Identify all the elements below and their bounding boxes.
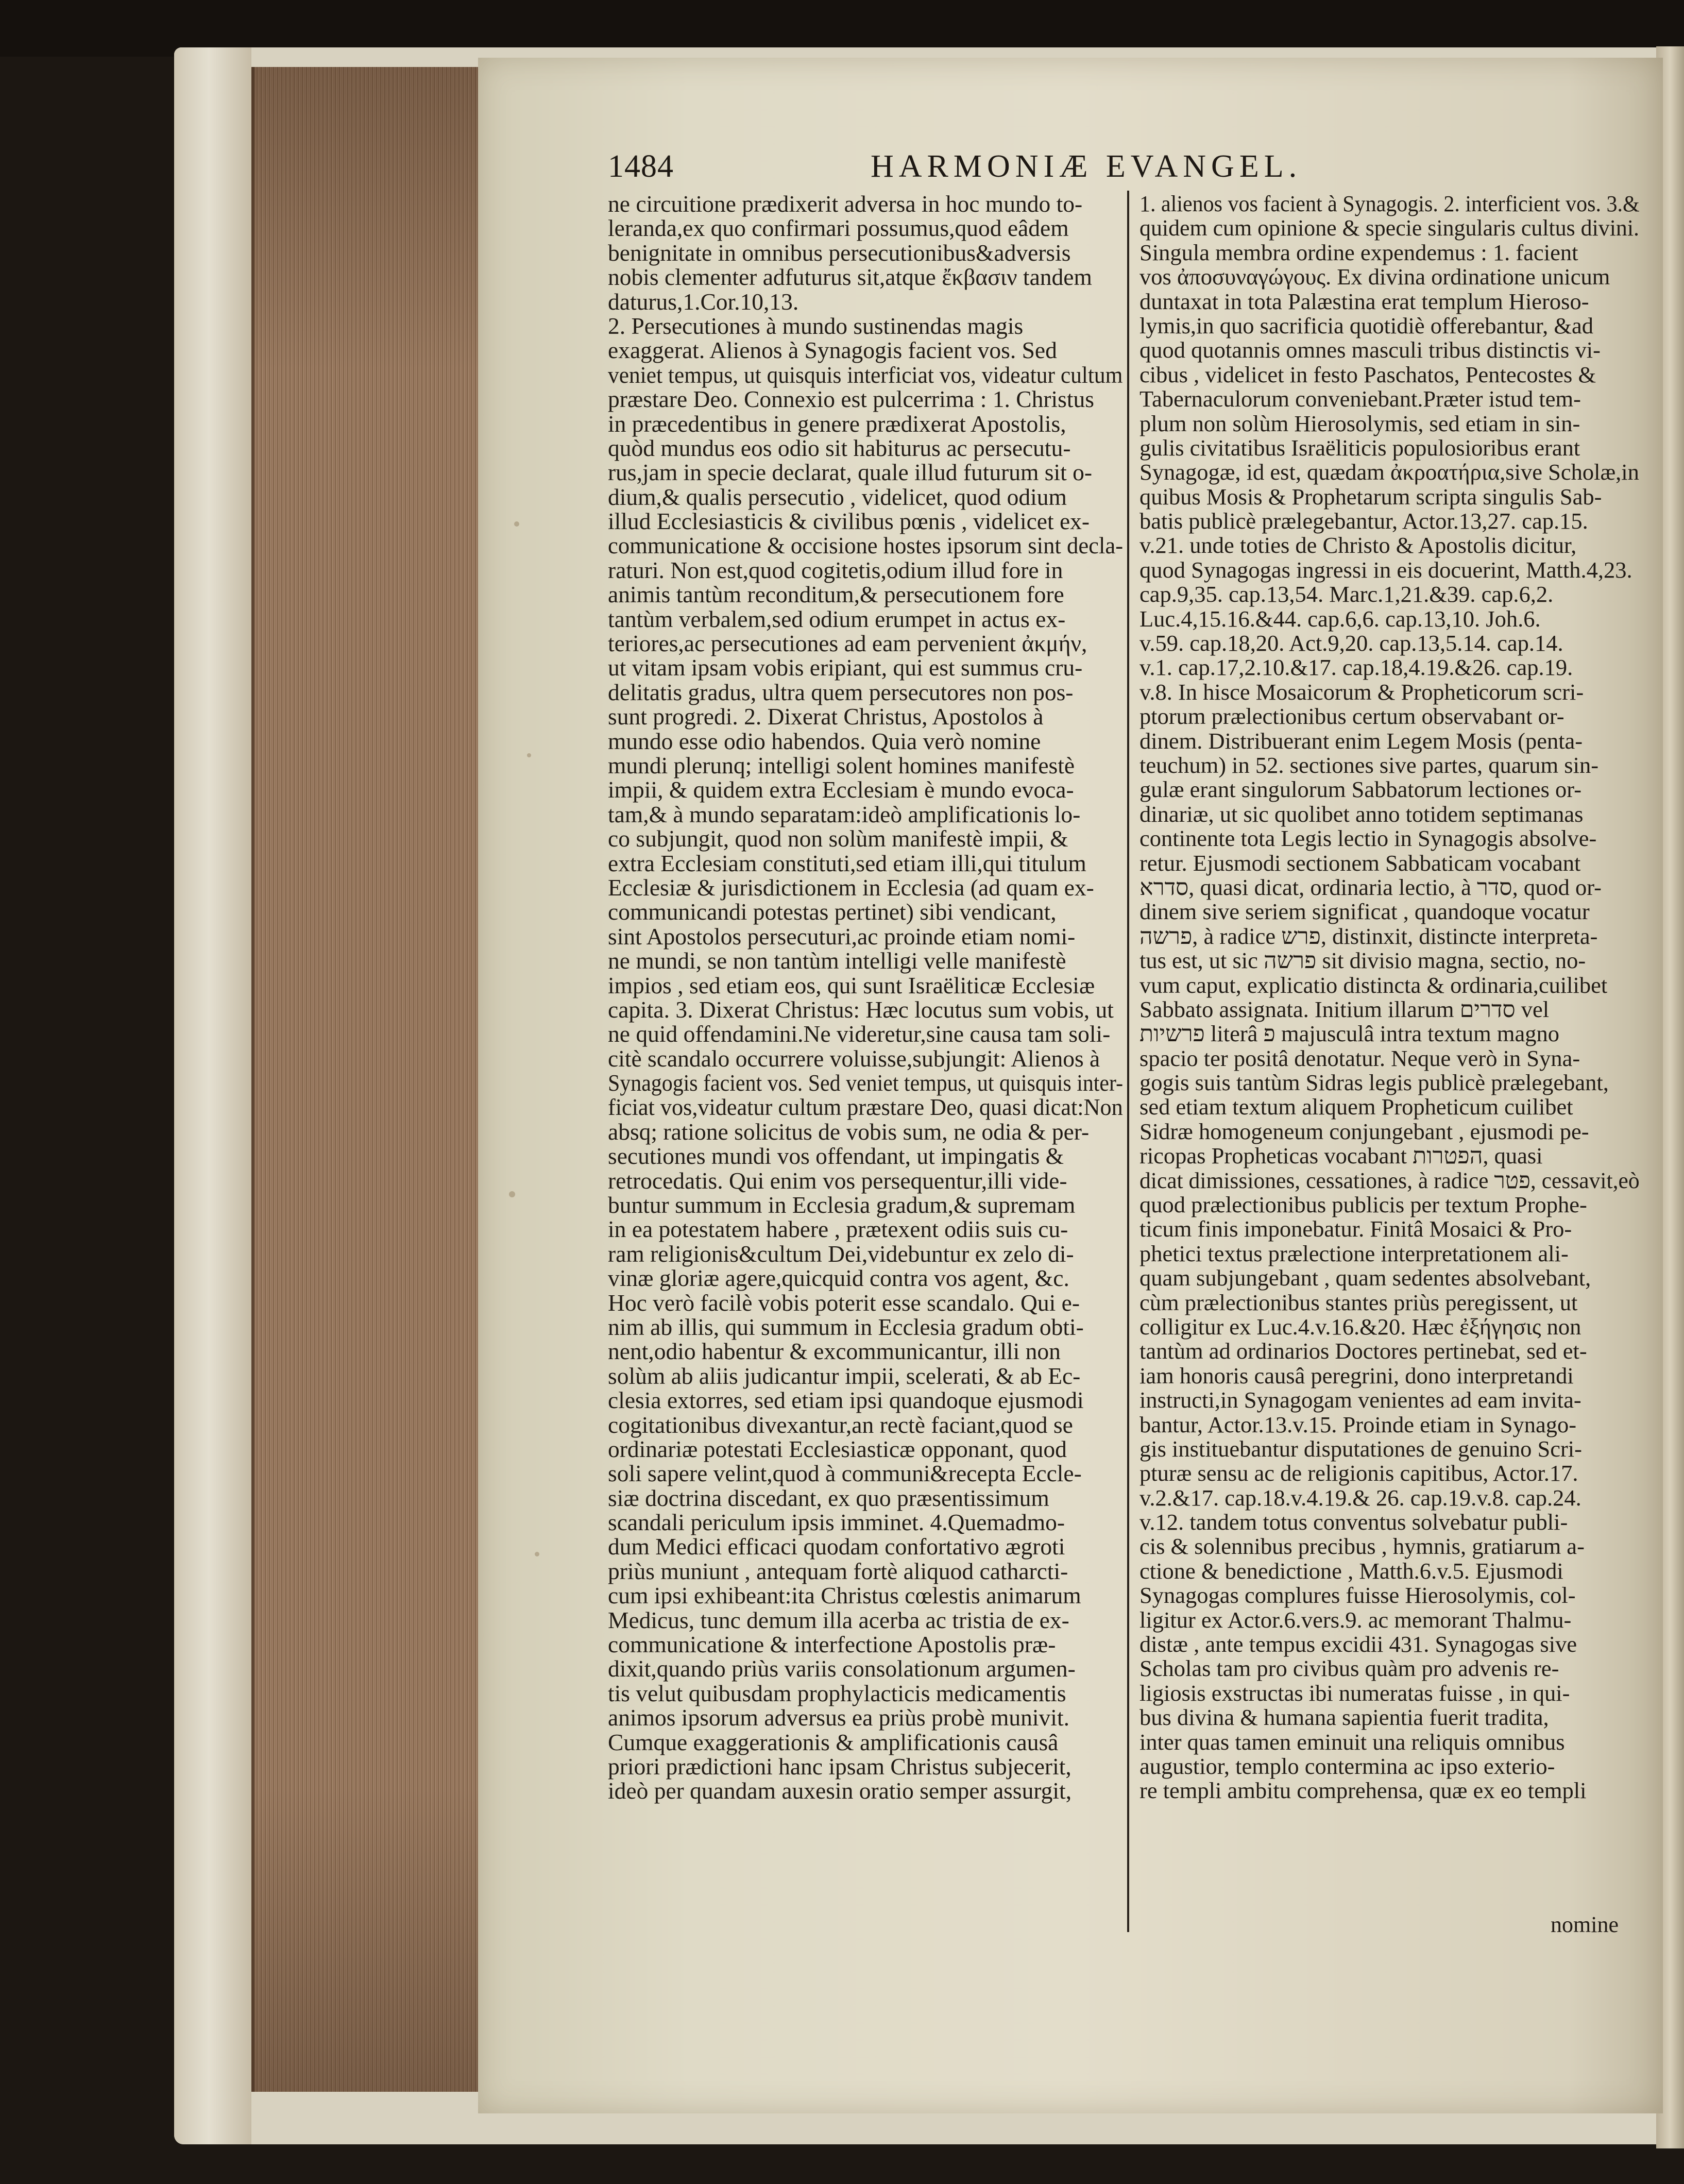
text-line: Sabbato assignata. Initium illarum סדרים vel [1139, 996, 1550, 1022]
text-line: ordinariæ potestati Ecclesiasticæ opponant, quod [608, 1435, 1067, 1462]
text-line: gis instituebantur disputationes de genuino Scri- [1139, 1435, 1582, 1462]
text-line: dium,& qualis persecutio , videlicet, quod odium [608, 483, 1067, 510]
text-line: Ecclesiæ & jurisdictionem in Ecclesia (ad quam ex- [608, 874, 1094, 901]
text-line: extra Ecclesiam constituti,sed etiam illi,qui titulum [608, 850, 1086, 876]
text-line: continente tota Legis lectio in Synagogis absolve- [1139, 825, 1597, 852]
text-line: mundo esse odio habendos. Quia verò nomine [608, 727, 1041, 754]
text-line: ne circuitione prædixerit adversa in hoc mundo to- [608, 191, 1083, 217]
foxing-spot [509, 1191, 515, 1197]
text-line: 2. Persecutiones à mundo sustinendas magis [608, 312, 1024, 339]
text-line: leranda,ex quo confirmari possumus,quod eâdem [608, 215, 1069, 242]
text-line: retur. Ejusmodi sectionem Sabbaticam vocabant [1139, 850, 1581, 876]
text-line: exaggerat. Alienos à Synagogis facient vos. Sed [608, 337, 1057, 364]
text-line: quam subjungebant , quam sedentes absolvebant, [1139, 1265, 1591, 1291]
text-line: Synagogas complures fuisse Hierosolymis, col- [1139, 1582, 1576, 1609]
text-line: priùs muniunt , antequam fortè aliquod catharcti- [608, 1557, 1068, 1584]
text-line: dinem. Distribuerant enim Legem Mosis (penta- [1139, 727, 1583, 754]
text-line: gogis suis tantùm Sidras legis publicè prælegebant, [1139, 1070, 1609, 1096]
text-line: delitatis gradus, ultra quem persecutores non pos- [608, 679, 1074, 705]
text-line: ne quid offendamini.Ne videretur,sine causa tam soli- [608, 1021, 1111, 1047]
text-line: pturæ sensu ac de religionis capitibus, Actor.17. [1139, 1460, 1578, 1486]
text-line: præstare Deo. Connexio est pulcerrima : 1. Christus [608, 386, 1094, 413]
text-line: quidem cum opinione & specie singularis cultus divini. [1139, 215, 1640, 241]
text-line: absq; ratione solicitus de vobis sum, ne odia & per- [608, 1118, 1090, 1145]
text-line: vos ἀποσυναγώγους. Ex divina ordinatione unicum [1139, 264, 1610, 290]
text-line: quòd mundus eos odio sit habiturus ac persecutu- [608, 434, 1071, 461]
text-line: secutiones mundi vos offendant, ut impingatis & [608, 1143, 1064, 1170]
text-line: v.59. cap.18,20. Act.9,20. cap.13,5.14. cap.14. [1139, 630, 1563, 656]
text-line: nim ab illis, qui summum in Ecclesia gradum obti- [608, 1313, 1084, 1340]
text-line: priori prædictioni hanc ipsam Christus subjecerit, [608, 1753, 1071, 1780]
foxing-spot [527, 753, 531, 757]
text-line: v.1. cap.17,2.10.&17. cap.18,4.19.&26. cap.19. [1139, 654, 1573, 681]
text-line: cum ipsi exhibeant:ita Christus cœlestis animarum [608, 1582, 1081, 1609]
text-line: cùm prælectionibus stantes priùs peregissent, ut [1139, 1289, 1578, 1315]
text-line: v.12. tandem totus conventus solvebatur publi- [1139, 1509, 1568, 1535]
text-line: instructi,in Synagogam venientes ad eam invita- [1139, 1387, 1581, 1413]
text-line: Medicus, tunc demum illa acerba ac tristia de ex- [608, 1606, 1069, 1633]
text-line: teuchum) in 52. sectiones sive partes, quarum sin- [1139, 752, 1599, 778]
text-line: quod quotannis omnes masculi tribus distinctis vi- [1139, 337, 1601, 363]
text-line: ptorum prælectionibus certum observabant or- [1139, 703, 1564, 730]
text-line: vinæ gloriæ agere,quicquid contra vos agent, &c. [608, 1265, 1069, 1292]
text-line: v.21. unde toties de Christo & Apostolis dicitur, [1139, 532, 1577, 558]
text-line: duntaxat in tota Palæstina erat templum Hieroso- [1139, 288, 1589, 314]
right-text-column [1139, 192, 1639, 1803]
text-line: sunt progredi. 2. Dixerat Christus, Apostolos à [608, 703, 1044, 730]
text-line: quod Synagogas ingressi in eis docuerint, Matth.4,23. [1139, 556, 1632, 583]
text-line: סדרא, quasi dicat, ordinaria lectio, à סדר, quod or- [1139, 874, 1602, 900]
text-line: raturi. Non est,quod cogitetis,odium illud fore in [608, 556, 1063, 583]
page-number: 1484 [608, 149, 674, 184]
text-line: dinariæ, ut sic quolibet anno totidem septimanas [1139, 801, 1584, 827]
text-line: animos ipsorum adversus ea priùs probè munivit. [608, 1704, 1069, 1731]
text-line: dicat dimissiones, cessationes, à radice פטר, cessavit,eò [1139, 1167, 1640, 1193]
text-line: in ea potestatem habere , prætexent odiis suis cu- [608, 1216, 1068, 1243]
text-line: benignitate in omnibus persecutionibus&adversis [608, 239, 1071, 266]
text-line: inter quas tamen eminuit una reliquis omnibus [1139, 1729, 1565, 1755]
text-line: nobis clementer adfuturus sit,atque ἔκβασιν tandem [608, 264, 1092, 291]
text-line: retrocedatis. Qui enim vos persequentur,illi vide- [608, 1167, 1067, 1194]
text-line: פרשה, à radice פרש, distinxit, distincte interpreta- [1139, 923, 1598, 949]
text-line: ricopas Propheticas vocabant הפטרות, quasi [1139, 1143, 1543, 1169]
foxing-spot [514, 521, 519, 527]
text-line: ideò per quandam auxesin oratio semper assurgit, [608, 1777, 1072, 1804]
text-line: Tabernaculorum conveniebant.Præter istud tem- [1139, 386, 1581, 412]
text-line: colligitur ex Luc.4.v.16.&20. Hæc ἐξήγησις non [1139, 1313, 1581, 1340]
text-line: scandali periculum ipsis imminet. 4.Quemadmo- [608, 1509, 1065, 1536]
text-line: augustior, templo contermina ac ipso exterio- [1139, 1753, 1555, 1779]
text-line: Synagogis facient vos. Sed veniet tempus, ut quisquis inter- [608, 1070, 1124, 1096]
text-line: iam honoris causâ peregrini, dono interpretandi [1139, 1362, 1574, 1389]
text-line: co subjungit, quod non solùm manifestè impii, & [608, 825, 1068, 852]
book-cover-edge [174, 47, 251, 2144]
text-line: capita. 3. Dixerat Christus: Hæc locutus sum vobis, ut [608, 996, 1114, 1023]
text-line: mundi plerunq; intelligi solent homines manifestè [608, 752, 1075, 778]
text-line: batis publicè prælegebantur, Actor.13,27. cap.15. [1139, 508, 1588, 534]
fore-edge-shadow [251, 67, 478, 2092]
foxing-spot [535, 1552, 539, 1556]
text-line: daturus,1.Cor.10,13. [608, 288, 799, 315]
text-line: tis velut quibusdam prophylacticis medicamentis [608, 1680, 1066, 1706]
text-line: tus est, ut sic פרשה sit divisio magna, sectio, no- [1139, 947, 1586, 974]
text-line: rus,jam in specie declarat, quale illud futurum sit o- [608, 459, 1093, 486]
text-line: ticum finis imponebatur. Finitâ Mosaici & Pro- [1139, 1216, 1572, 1242]
running-title: HARMONIÆ EVANGEL. [871, 149, 1302, 184]
left-text-column [608, 192, 1123, 1803]
text-line: vum caput, explicatio distincta & ordinaria,cuilibet [1139, 972, 1608, 998]
text-line: sint Apostolos persecuturi,ac proinde etiam nomi- [608, 923, 1076, 950]
text-line: 1. alienos vos facient à Synagogis. 2. interficient vos. 3.& [1139, 191, 1640, 216]
text-line: ligitur ex Actor.6.vers.9. ac memorant Thalmu- [1139, 1606, 1572, 1633]
text-line: bantur, Actor.13.v.15. Proinde etiam in Synago- [1139, 1411, 1577, 1437]
text-line: ut vitam ipsam vobis eripiant, qui est summus cru- [608, 654, 1083, 681]
text-line: ne mundi, se non tantùm intelligi velle manifestè [608, 947, 1066, 974]
text-line: quod prælectionibus publicis per textum Prophe- [1139, 1192, 1587, 1218]
text-line: buntur summum in Ecclesia gradum,& supremam [608, 1192, 1076, 1218]
text-line: Luc.4,15.16.&44. cap.6,6. cap.13,10. Joh.6. [1139, 605, 1541, 632]
text-line: Synagogæ, id est, quædam ἀκροατήρια,sive Scholæ,in [1139, 459, 1639, 485]
text-line: dum Medici efficaci quodam confortativo ægroti [608, 1533, 1065, 1560]
text-line: bus divina & humana sapientia fuerit tradita, [1139, 1704, 1549, 1731]
text-line: teriores,ac persecutiones ad eam pervenient ἀκμήν, [608, 630, 1087, 657]
text-line: nent,odio habentur & excommunicantur, illi non [608, 1338, 1061, 1365]
text-line: tantùm ad ordinarios Doctores pertinebat, sed et- [1139, 1338, 1587, 1364]
text-line: plum non solùm Hierosolymis, sed etiam in sin- [1139, 410, 1580, 436]
text-line: ctione & benedictione , Matth.6.v.5. Ejusmodi [1139, 1557, 1563, 1584]
text-line: animis tantùm reconditum,& persecutionem fore [608, 581, 1064, 608]
text-line: ficiat vos,videatur cultum præstare Deo, quasi dicat:Non [608, 1094, 1123, 1121]
text-line: citè scandalo occurrere voluisse,subjungit: Alienos à [608, 1045, 1100, 1072]
text-line: communicatione & interfectione Apostolis præ- [608, 1631, 1056, 1658]
text-line: cogitationibus divexantur,an rectè faciant,quod se [608, 1411, 1073, 1438]
text-line: illud Ecclesiasticis & civilibus pœnis , videlicet ex- [608, 508, 1090, 535]
text-line: quibus Mosis & Prophetarum scripta singulis Sab- [1139, 483, 1602, 510]
text-line: v.8. In hisce Mosaicorum & Propheticorum scri- [1139, 679, 1584, 705]
text-line: Singula membra ordine expendemus : 1. facient [1139, 239, 1578, 265]
running-head [608, 148, 1633, 195]
text-line: Scholas tam pro civibus quàm pro advenis re- [1139, 1655, 1559, 1682]
text-line: impios , sed etiam eos, qui sunt Israëliticæ Ecclesiæ [608, 972, 1095, 998]
text-line: dinem sive seriem significat , quandoque vocatur [1139, 899, 1590, 925]
text-line: tantùm verbalem,sed odium erumpet in actus ex- [608, 605, 1066, 632]
text-line: v.2.&17. cap.18.v.4.19.& 26. cap.19.v.8. cap.24. [1139, 1484, 1581, 1511]
text-line: ram religionis&cultum Dei,videbuntur ex zelo di- [608, 1240, 1074, 1267]
text-line: in præcedentibus in genere prædixerat Apostolis, [608, 410, 1066, 437]
text-line: re templi ambitu comprehensa, quæ ex eo templi [1139, 1777, 1587, 1804]
text-line: gulis civitatibus Israëliticis populosioribus erant [1139, 434, 1580, 461]
text-line: tam,& à mundo separatam:ideò amplificationis lo- [608, 801, 1081, 827]
text-line: gulæ erant singulorum Sabbatorum lectiones or- [1139, 776, 1582, 803]
text-line: ligiosis exstructas ibi numeratas fuisse , in qui- [1139, 1680, 1570, 1706]
text-line: soli sapere velint,quod à communi&recepta Eccle- [608, 1460, 1082, 1487]
text-line: Cumque exaggerationis & amplificationis causâ [608, 1729, 1059, 1755]
text-line: cis & solennibus precibus , hymnis, gratiarum a- [1139, 1533, 1585, 1560]
text-line: Hoc verò facilè vobis poterit esse scandalo. Qui e- [608, 1289, 1080, 1316]
text-line: dixit,quando priùs variis consolationum argumen- [608, 1655, 1076, 1682]
text-line: siæ doctrina discedant, ex quo præsentissimum [608, 1484, 1049, 1511]
text-line: Sidræ homogeneum conjungebant , ejusmodi pe- [1139, 1118, 1589, 1144]
text-line: sed etiam textum aliquem Propheticum cuilibet [1139, 1094, 1573, 1120]
text-line: clesia extorres, sed etiam ipsi quandoque ejusmodi [608, 1387, 1084, 1414]
text-line: phetici textus prælectione interpretationem ali- [1139, 1240, 1569, 1266]
text-line: solùm ab aliis judicantur impii, scelerati, & ab Ec- [608, 1362, 1081, 1389]
text-line: spacio ter positâ denotatur. Neque verò in Syna- [1139, 1045, 1580, 1071]
text-line: distæ , ante tempus excidii 431. Synagogas sive [1139, 1631, 1577, 1657]
text-line: cap.9,35. cap.13,54. Marc.1,21.&39. cap.6,2. [1139, 581, 1554, 607]
text-line: communicandi potestas pertinet) sibi vendicant, [608, 899, 1057, 925]
catchword: nomine [1551, 1912, 1619, 1937]
column-divider [1127, 191, 1129, 1932]
text-line: veniet tempus, ut quisquis interficiat vos, videatur cultum [608, 361, 1123, 388]
text-line: lymis,in quo sacrificia quotidiè offerebantur, &ad [1139, 312, 1593, 338]
text-line: communicatione & occisione hostes ipsorum sint decla- [608, 532, 1124, 559]
text-line: impii, & quidem extra Ecclesiam è mundo evoca- [608, 776, 1074, 803]
text-line: פרשיות literâ פ majusculâ intra textum magno [1139, 1021, 1560, 1047]
text-line: cibus , videlicet in festo Paschatos, Pentecostes & [1139, 361, 1596, 387]
